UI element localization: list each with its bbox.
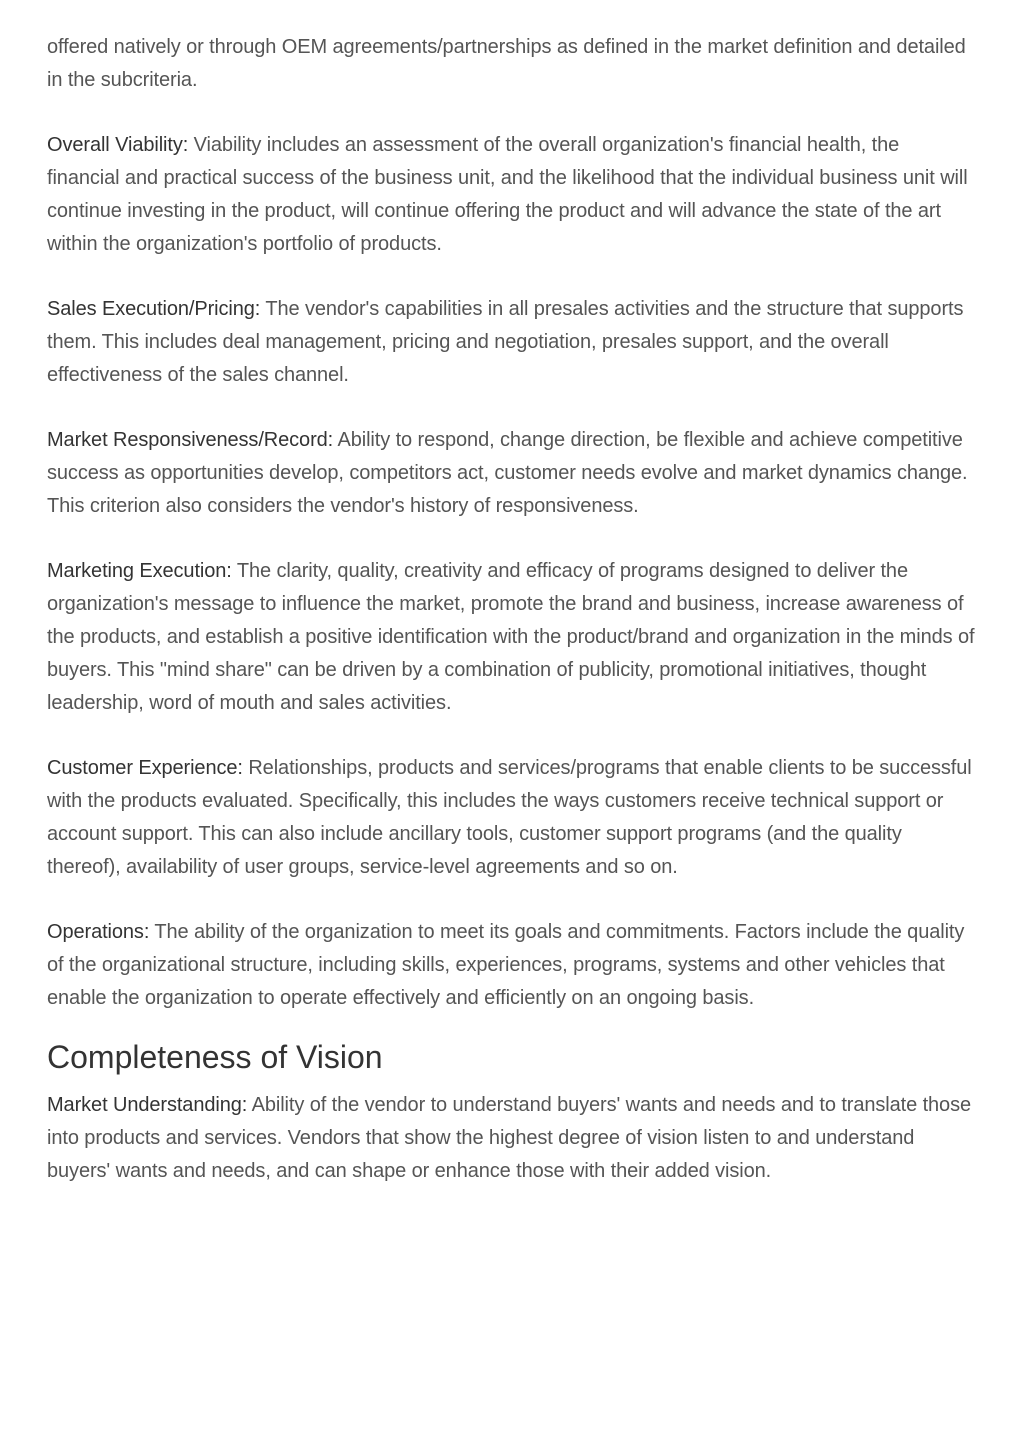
- criterion-term: Market Responsiveness/Record:: [47, 429, 334, 451]
- criterion-term: Sales Execution/Pricing:: [47, 298, 261, 320]
- criterion-term: Marketing Execution:: [47, 560, 232, 582]
- intro-paragraph: offered natively or through OEM agreements/partnerships as defined in the market definition and detailed in the subcriteria.: [47, 36, 966, 91]
- criterion-term: Overall Viability:: [47, 134, 189, 156]
- criterion-market-understanding: [47, 1089, 977, 1188]
- criterion-term: Customer Experience:: [47, 757, 243, 779]
- criterion-sales-execution-pricing: [47, 293, 977, 392]
- section-heading-completeness-of-vision: Completeness of Vision: [47, 1039, 383, 1075]
- criterion-description: The clarity, quality, creativity and efficacy of programs designed to deliver the organization's message to influence the market, promote the brand and business, increase awareness of the products, and establish a positive identification with the product/brand and organization in the minds of buyers. This "mind share" can be driven by a combination of publicity, promotional initiatives, thought leadership, word of mouth and sales activities.: [47, 560, 975, 714]
- criterion-description: Relationships, products and services/programs that enable clients to be successful with the products evaluated. Specifically, this includes the ways customers receive technical support or account support. This can also include ancillary tools, customer support programs (and the quality thereof), availability of user groups, service-level agreements and so on.: [47, 757, 972, 878]
- criterion-operations: [47, 916, 977, 1015]
- criterion-term: Operations:: [47, 921, 150, 943]
- criterion-marketing-execution: [47, 555, 977, 720]
- criterion-customer-experience: [47, 752, 977, 884]
- criterion-description: Ability to respond, change direction, be flexible and achieve competitive success as opportunities develop, competitors act, customer needs evolve and market dynamics change. This criterion also considers the vendor's history of responsiveness.: [47, 429, 968, 517]
- criterion-description: The ability of the organization to meet its goals and commitments. Factors include the quality of the organizational structure, including skills, experiences, programs, systems and other vehicles that enable the organization to operate effectively and efficiently on an ongoing basis.: [47, 921, 965, 1009]
- criterion-description: Viability includes an assessment of the overall organization's financial health, the financial and practical success of the business unit, and the likelihood that the individual business unit will continue investing in the product, will continue offering the product and will advance the state of the art within the organization's portfolio of products.: [47, 134, 968, 255]
- criterion-description: The vendor's capabilities in all presales activities and the structure that supports them. This includes deal management, pricing and negotiation, presales support, and the overall effectiveness of the sales channel.: [47, 298, 964, 386]
- document-body: [47, 31, 977, 1220]
- criterion-overall-viability: [47, 129, 977, 261]
- criterion-description: Ability of the vendor to understand buyers' wants and needs and to translate those into products and services. Vendors that show the highest degree of vision listen to and understand buyers' wants and needs, and can shape or enhance those with their added vision.: [47, 1094, 972, 1182]
- criterion-term: Market Understanding:: [47, 1094, 248, 1116]
- criterion-market-responsiveness-record: [47, 424, 977, 523]
